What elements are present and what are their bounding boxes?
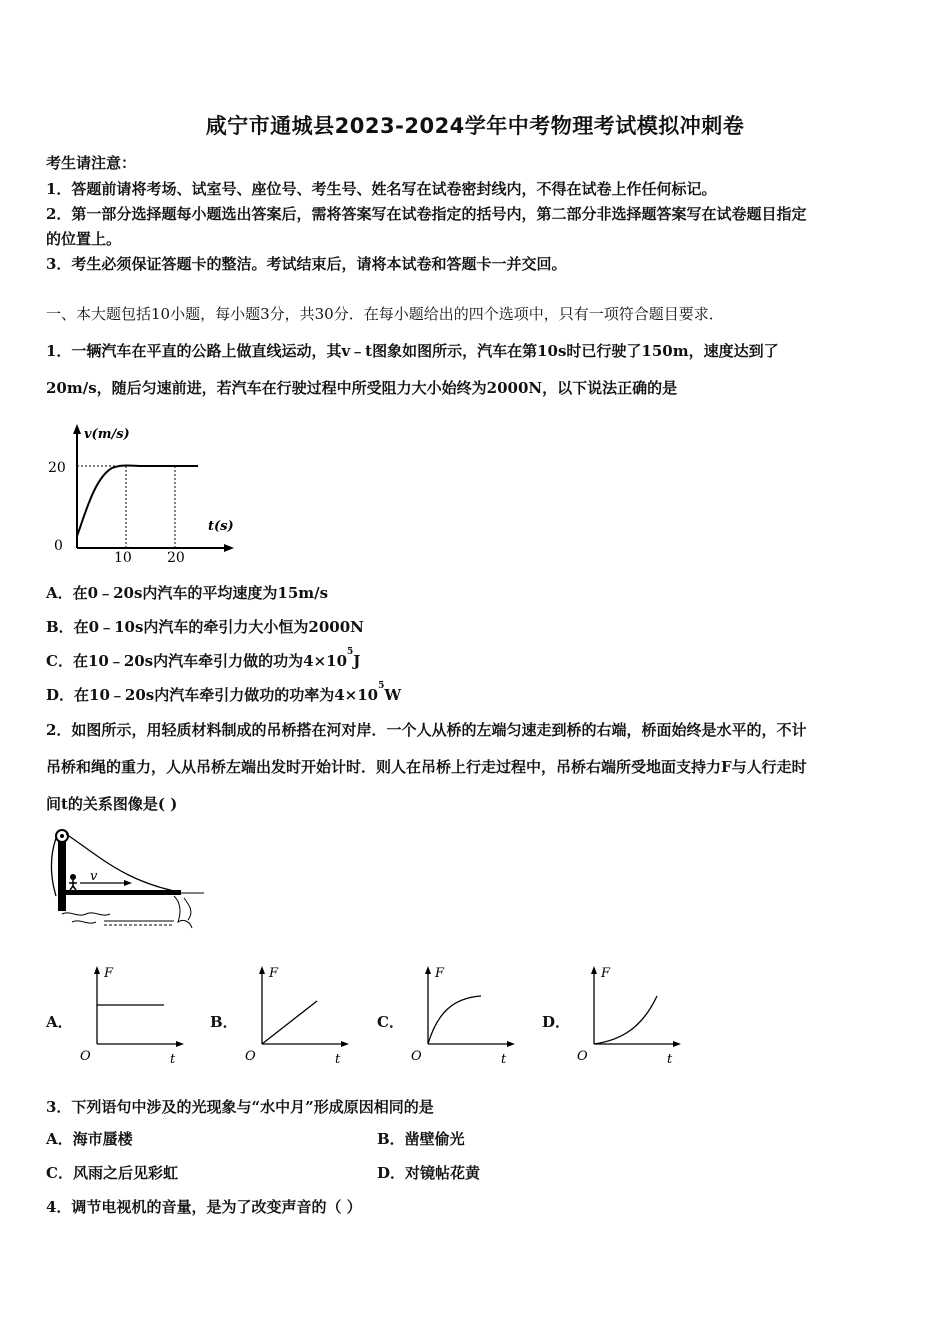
notice-heading: 考生请注意： — [46, 154, 137, 172]
notice-item-3: 3．考生必须保证答题卡的整洁。考试结束后，请将本试卷和答题卡一并交回。 — [46, 255, 567, 273]
section-1-instructions: 一、本大题包括10小题，每小题3分，共30分．在每小题给出的四个选项中，只有一项符合题目要求． — [46, 305, 724, 323]
q2-bridge-figure — [44, 826, 214, 936]
q2-graph-d[interactable] — [573, 964, 683, 1070]
svg-text:O: O — [245, 1049, 256, 1064]
notice-item-2: 2．第一部分选择题每小题选出答案后，需将答案写在试卷指定的括号内，第二部分非选择题答案写在试卷题目指定 — [46, 205, 807, 223]
svg-text:O: O — [411, 1049, 422, 1064]
q2-option-c-label[interactable]: C． — [377, 1013, 404, 1031]
q1-option-d[interactable]: D．在10﹣20s内汽车牵引力做功的功率为$4\times 10^5W$ — [46, 681, 402, 704]
q1-graph-y-label: v(m/s) — [84, 427, 130, 442]
q1-option-a[interactable]: A．在0﹣20s内汽车的平均速度为15m/s — [46, 584, 329, 602]
q4-stem: 4．调节电视机的音量，是为了改变声音的（ ） — [46, 1198, 362, 1216]
q1-graph-x-tick-20: 20 — [167, 550, 185, 566]
q3-option-d[interactable]: D．对镜帖花黄 — [377, 1164, 481, 1182]
q1-graph-y-arrow — [73, 424, 81, 434]
svg-text:F: F — [435, 966, 445, 981]
bridge-left-post — [58, 836, 66, 911]
q2-stem-line-2: 吊桥和绳的重力，人从吊桥左端出发时开始计时．则人在吊桥上行走过程中，吊桥右端所受地面支持力F与人行走时 — [46, 758, 807, 776]
q2-graph-b-curve — [262, 1001, 317, 1044]
q1-graph-y-tick-20: 20 — [48, 460, 66, 476]
q3-option-b[interactable]: B．凿壁偷光 — [377, 1130, 465, 1148]
q2-stem-line-1: 2．如图所示，用轻质材料制成的吊桥搭在河对岸．一个人从桥的左端匀速走到桥的右端，桥面始终是水平的，不计 — [46, 721, 807, 739]
bridge-deck — [66, 890, 181, 895]
q2-graph-c-curve — [428, 996, 481, 1044]
q3-option-c[interactable]: C．风雨之后见彩虹 — [46, 1164, 178, 1182]
q1-graph-x-label: t(s) — [208, 519, 234, 534]
q2-graph-d-curve — [594, 996, 657, 1044]
notice-item-1: 1．答题前请将考场、试室号、座位号、考生号、姓名写在试卷密封线内，不得在试卷上作任何标记。 — [46, 180, 717, 198]
q2-graph-a[interactable] — [76, 964, 186, 1070]
svg-text:O: O — [577, 1049, 588, 1064]
svg-text:F: F — [269, 966, 279, 981]
q2-option-b-label[interactable]: B． — [210, 1013, 238, 1031]
svg-text:F: F — [104, 966, 114, 981]
q1-graph-curve — [77, 466, 198, 537]
q1-graph-x-arrow — [224, 544, 234, 552]
bridge-person-icon — [69, 874, 77, 890]
svg-text:O: O — [80, 1049, 91, 1064]
page-title: 咸宁市通城县2023-2024学年中考物理考试模拟冲刺卷 — [205, 114, 745, 138]
q3-stem: 3．下列语句中涉及的光现象与“水中月”形成原因相同的是 — [46, 1098, 434, 1116]
svg-text:t: t — [501, 1052, 507, 1067]
q1-vt-graph — [44, 418, 244, 568]
q1-graph-origin: 0 — [54, 538, 63, 554]
notice-item-2-cont: 的位置上。 — [46, 230, 122, 248]
svg-text:t: t — [335, 1052, 341, 1067]
q3-option-a[interactable]: A．海市蜃楼 — [46, 1130, 133, 1148]
q2-option-d-label[interactable]: D． — [542, 1013, 571, 1031]
q2-option-a-label[interactable]: A． — [46, 1013, 73, 1031]
q2-graph-b[interactable] — [241, 964, 351, 1070]
q1-stem-line-2: 20m/s，随后匀速前进，若汽车在行驶过程中所受阻力大小始终为2000N，以下说法正确的是 — [46, 379, 678, 397]
q2-graph-c[interactable] — [407, 964, 517, 1070]
svg-text:F: F — [601, 966, 611, 981]
q1-stem-line-1: 1．一辆汽车在平直的公路上做直线运动，其v﹣t图象如图所示，汽车在第10s时已行驶了150m，速度达到了 — [46, 342, 779, 360]
bridge-water-waves — [62, 913, 174, 923]
svg-text:t: t — [667, 1052, 673, 1067]
q1-option-b[interactable]: B．在0﹣10s内汽车的牵引力大小恒为2000N — [46, 618, 364, 636]
bridge-velocity-label: v — [90, 869, 98, 884]
q1-graph-x-tick-10: 10 — [114, 550, 132, 566]
svg-text:t: t — [170, 1052, 176, 1067]
q2-stem-line-3: 间t的关系图像是( ) — [46, 795, 178, 813]
q1-option-c[interactable]: C．在10﹣20s内汽车牵引力做的功为$4\times 10^5J$ — [46, 647, 361, 670]
